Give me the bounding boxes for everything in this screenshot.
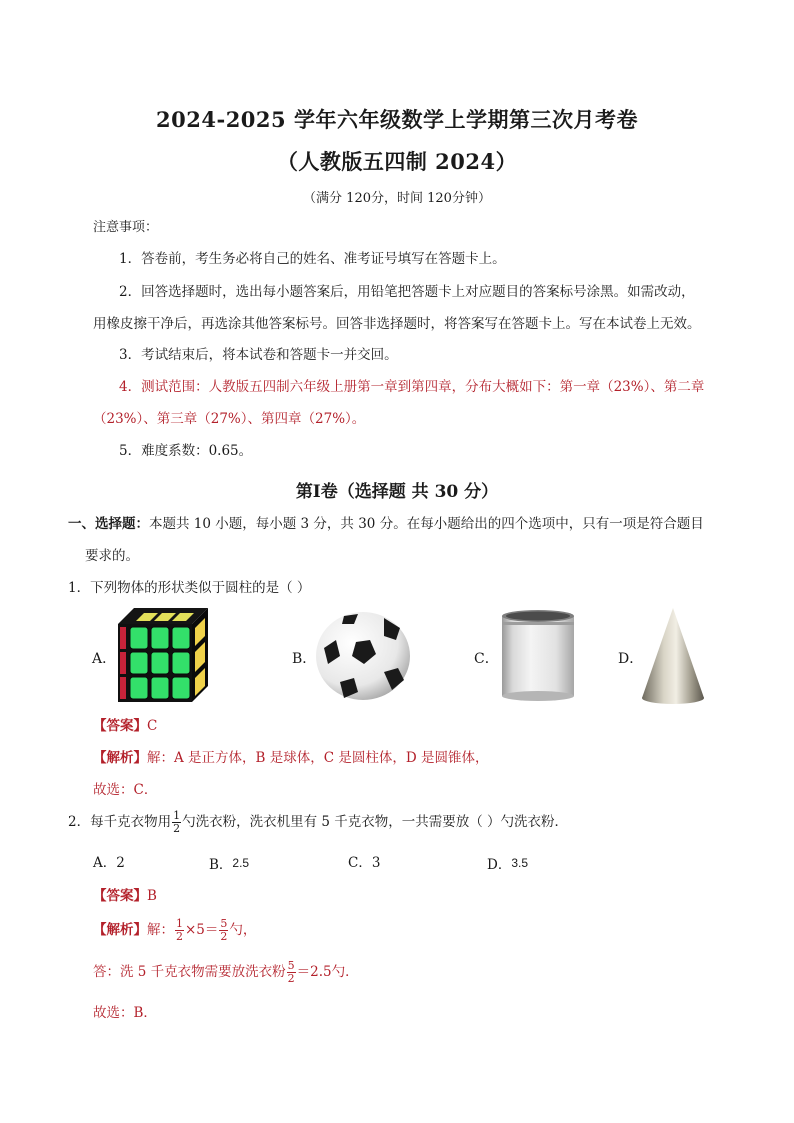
- q2-analysis-fraction: [175, 918, 184, 943]
- q2-answer-label: 【答案】: [93, 888, 147, 904]
- q1-stem: 1．下列物体的形状类似于圆柱的是（ ）: [68, 580, 311, 596]
- notice-heading: 注意事项：: [93, 220, 159, 235]
- q2-analysis-result-denominator: 2: [220, 930, 228, 943]
- notice-item-4: 4．测试范围：人教版五四制六年级上册第一章到第四章，分布大概如下：第一章（23%）、第二章: [119, 379, 705, 395]
- q1-option-a-label: A．: [92, 651, 117, 667]
- q1-answer-value: C: [147, 718, 158, 734]
- exam-meta: （满分 120分，时间 120分钟）: [303, 191, 491, 206]
- q2-reply-start: 答：洗 5 千克衣物需要放洗衣粉: [93, 964, 286, 980]
- q2-reply-fraction-numerator: 5: [287, 959, 295, 972]
- q2-option-d-value: 3.5: [511, 856, 529, 870]
- q1-conclusion: 故选：C．: [93, 782, 158, 798]
- q2-option-d: [487, 853, 528, 875]
- q2-analysis-mid: ×5＝: [185, 922, 219, 938]
- notice-item-5: 5．难度系数：0.65。: [119, 443, 253, 459]
- q2-stem-start: 2．每千克衣物用: [68, 814, 172, 830]
- q2-stem-fraction: [172, 810, 181, 835]
- notice-item-3: 3．考试结束后，将本试卷和答题卡一并交回。: [119, 347, 398, 363]
- section-intro-text: 本题共 10 小题，每小题 3 分，共 30 分。在每小题给出的四个选项中，只有一项是符合题目: [149, 516, 704, 532]
- soccer-ball-image: [314, 610, 412, 702]
- q2-analysis-end: 勺，: [229, 922, 257, 938]
- notice-item-2-cont: 用橡皮擦干净后，再选涂其他答案标号。回答非选择题时，将答案写在答题卡上。写在本试卷上无效。: [93, 316, 701, 332]
- q1-option-b-label: B．: [292, 651, 317, 667]
- q2-reply-fraction-denominator: 2: [287, 972, 295, 985]
- q2-option-d-label: D．: [487, 857, 512, 873]
- notice-item-4-cont: （23%）、第三章（27%）、第四章（27%）。: [93, 411, 366, 427]
- section-title: 第Ⅰ卷（选择题 共 30 分）: [295, 482, 499, 502]
- q1-answer: [93, 716, 157, 736]
- notice-item-1: 1．答卷前，考生务必将自己的姓名、准考证号填写在答题卡上。: [119, 251, 506, 267]
- section-intro-cont: 要求的。: [85, 548, 139, 564]
- exam-title: 2024-2025 学年六年级数学上学期第三次月考卷: [156, 107, 638, 132]
- q2-stem: [68, 810, 568, 835]
- q2-stem-end: 勺洗衣粉，洗衣机里有 5 千克衣物，一共需要放（ ）勺洗衣粉．: [182, 814, 569, 830]
- q1-analysis-label: 【解析】: [93, 750, 147, 766]
- q2-stem-fraction-denominator: 2: [173, 822, 181, 835]
- q2-analysis-fraction-denominator: 2: [176, 930, 183, 943]
- q2-analysis-result-numerator: 5: [220, 917, 228, 930]
- q2-stem-fraction-numerator: 1: [173, 809, 181, 822]
- cylinder-can-image: [498, 608, 578, 702]
- q1-analysis-text: 解：A 是正方体，B 是球体，C 是圆柱体，D 是圆锥体，: [147, 750, 489, 766]
- q1-option-c-label: C．: [474, 651, 499, 667]
- q2-option-a: A．2: [93, 855, 125, 871]
- q2-analysis: [93, 918, 256, 943]
- q1-answer-label: 【答案】: [93, 718, 147, 734]
- q2-reply-end: ＝2.5勺．: [296, 964, 359, 980]
- q2-analysis-label: 【解析】: [93, 922, 147, 938]
- exam-edition: （人教版五四制 2024）: [276, 149, 518, 174]
- q2-conclusion: 故选：B．: [93, 1005, 157, 1021]
- q2-option-c: C．3: [348, 855, 381, 871]
- rubiks-cube-image: [114, 606, 210, 704]
- q2-option-b-value: 2.5: [232, 856, 250, 870]
- q2-analysis-prefix: 解：: [147, 922, 174, 938]
- notice-item-2: 2．回答选择题时，选出每小题答案后，用铅笔把答题卡上对应题目的答案标号涂黑。如需改动，: [119, 284, 695, 300]
- q1-analysis: [93, 748, 489, 768]
- q2-analysis-fraction-numerator: 1: [176, 917, 183, 930]
- q1-option-d-label: D．: [618, 651, 644, 667]
- q2-analysis-result-fraction: [219, 918, 228, 943]
- q2-answer-value: B: [147, 888, 157, 904]
- q2-reply: [93, 960, 359, 985]
- q2-reply-fraction: [287, 960, 296, 985]
- q2-option-b-label: B．: [209, 857, 233, 873]
- q2-option-b: [209, 853, 249, 875]
- q2-answer: [93, 886, 157, 906]
- cone-image: [640, 606, 706, 706]
- section-intro: [68, 514, 704, 534]
- section-intro-prefix: 一、选择题：: [68, 516, 149, 532]
